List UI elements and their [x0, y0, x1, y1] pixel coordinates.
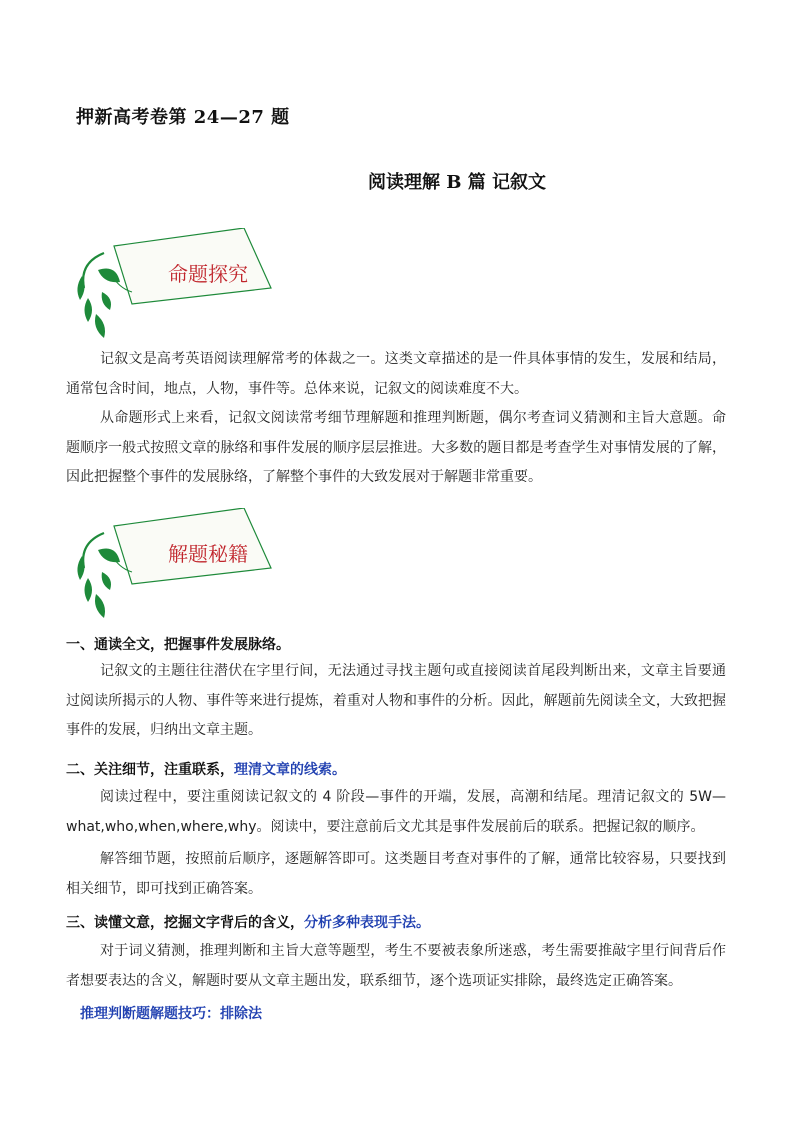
section-2-heading-highlight: 理清文章的线索。	[234, 762, 346, 778]
section-3-subheading: 推理判断题解题技巧：排除法	[80, 1006, 262, 1022]
section-2-heading-main: 二、关注细节，注重联系，	[66, 762, 234, 778]
section-3-heading-highlight: 分析多种表现手法。	[304, 915, 430, 931]
section-1-heading: 一、通读全文，把握事件发展脉络。	[66, 637, 290, 653]
section-2-paragraph-2: 解答细节题，按照前后顺序，逐题解答即可。这类题目考查对事件的了解，通常比较容易，只要找到相关细节，即可找到正确答案。	[66, 851, 726, 897]
section-3-heading-main: 三、读懂文意，挖掘文字背后的含义，	[66, 915, 304, 931]
section-2-heading	[66, 759, 346, 779]
section-1-paragraph: 记叙文的主题往往潜伏在字里行间，无法通过寻找主题句或直接阅读首尾段判断出来，文章主旨要通过阅读所揭示的人物、事件等来进行提炼，着重对人物和事件的分析。因此，解题前先阅读全文，大致把握事件的发展，归纳出文章主题。	[66, 663, 726, 738]
document-header: 押新高考卷第 24—27 题	[76, 107, 290, 128]
banner-solving-tips	[74, 508, 279, 623]
intro-paragraph-2: 从命题形式上来看，记叙文阅读常考细节理解题和推理判断题，偶尔考查词义猜测和主旨大意题。命题顺序一般式按照文章的脉络和事件发展的顺序层层推进。大多数的题目都是考查学生对事情发展的了解，因此把握整个事件的发展脉络，了解整个事件的大致发展对于解题非常重要。	[66, 410, 726, 485]
section-2-paragraph-1: 阅读过程中，要注重阅读记叙文的 4 阶段—事件的开端，发展，高潮和结尾。理清记叙文的 5W—what,who,when,where,why。阅读中，要注意前后文尤其是事件发展前后的联系。把握记叙的顺序。	[66, 789, 726, 835]
section-3-paragraph: 对于词义猜测，推理判断和主旨大意等题型，考生不要被表象所迷惑，考生需要推敲字里行间背后作者想要表达的含义，解题时要从文章主题出发，联系细节，逐个选项证实排除，最终选定正确答案。	[66, 943, 726, 989]
banner-label: 解题秘籍	[168, 542, 248, 566]
intro-paragraph-1: 记叙文是高考英语阅读理解常考的体裁之一。这类文章描述的是一件具体事情的发生，发展和结局，通常包含时间，地点，人物，事件等。总体来说，记叙文的阅读难度不大。	[66, 351, 726, 397]
section-3-heading	[66, 912, 430, 932]
document-title: 阅读理解 B 篇 记叙文	[367, 172, 546, 193]
banner-proposition	[74, 228, 279, 343]
banner-label: 命题探究	[168, 262, 248, 286]
